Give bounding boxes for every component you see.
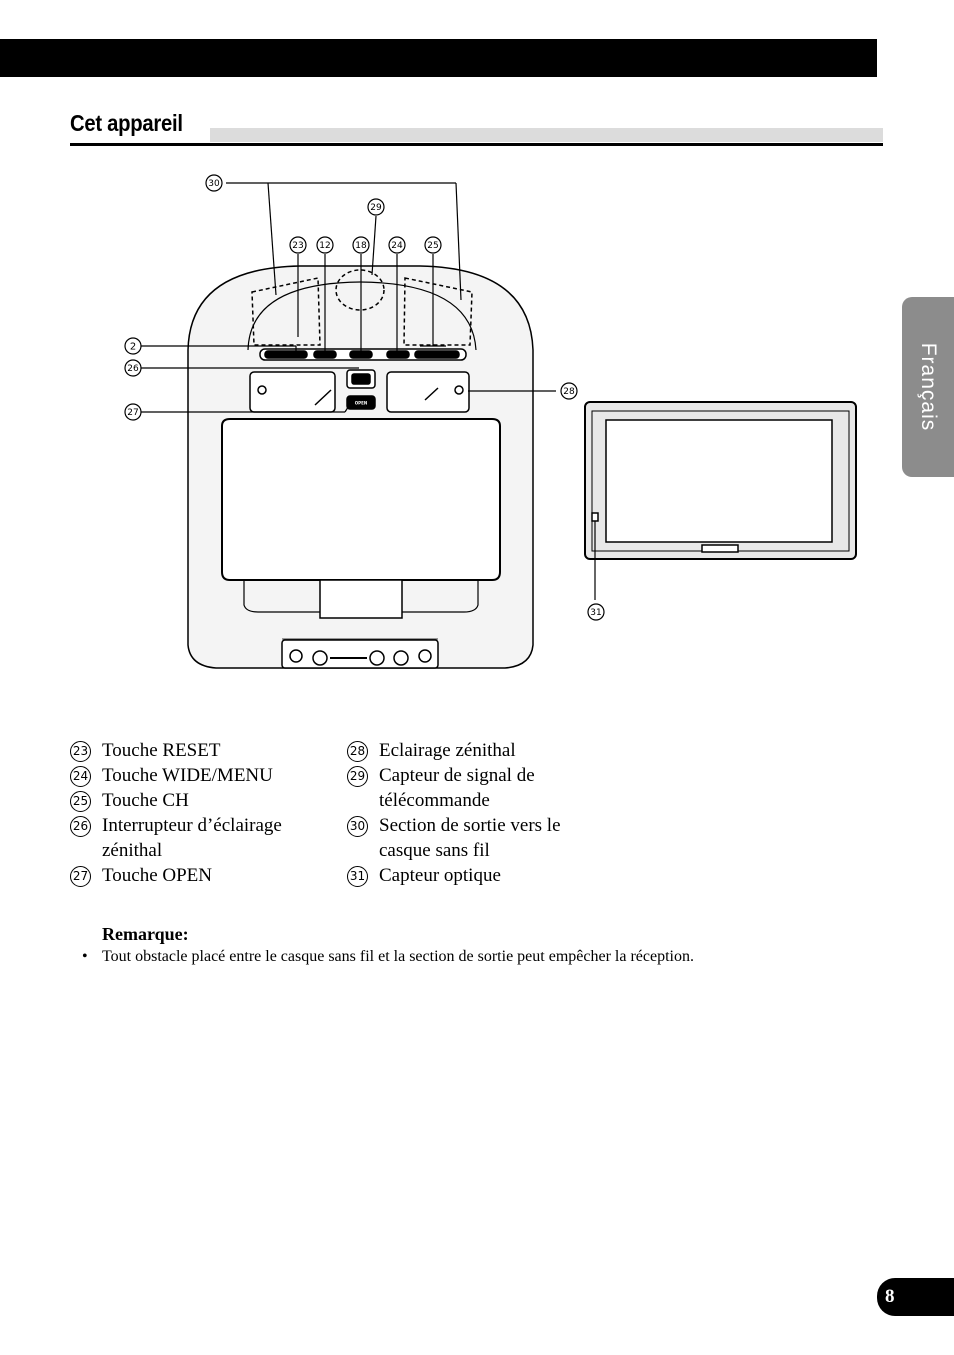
title-rule <box>70 143 883 146</box>
legend-text: Eclairage zénithal <box>379 740 516 761</box>
title-band <box>210 128 883 142</box>
note-text: Tout obstacle placé entre le casque sans fil et la section de sortie peut empêcher la réception. <box>102 948 694 965</box>
screen-closed <box>222 419 500 580</box>
device-diagram <box>0 160 954 700</box>
legend-number: 25 <box>70 791 91 812</box>
legend-number: 28 <box>347 741 368 762</box>
callout-18: 18 <box>355 241 367 251</box>
legend-text: Capteur de signal de télécommande <box>379 765 535 811</box>
section-title: Cet appareil <box>70 110 183 136</box>
legend-item-24 <box>70 763 340 788</box>
legend-number: 24 <box>70 766 91 787</box>
bullet-icon: • <box>82 948 88 965</box>
callout-27: 27 <box>127 408 139 418</box>
callout-24: 24 <box>391 241 403 251</box>
callout-2: 2 <box>129 341 137 353</box>
note-block <box>82 922 862 968</box>
legend-item-30 <box>347 813 607 863</box>
connector-panel <box>282 640 438 668</box>
note-title: Remarque: <box>102 924 189 944</box>
callout-30: 30 <box>208 179 220 189</box>
dome-light-left <box>250 372 335 412</box>
legend-number: 23 <box>70 741 91 762</box>
callout-29: 29 <box>370 203 382 213</box>
legend-text: Touche WIDE/MENU <box>102 765 273 786</box>
legend-right-column <box>347 738 607 888</box>
screen-open-display <box>606 420 832 542</box>
legend-item-27 <box>70 863 340 888</box>
page-number-tab <box>877 1278 954 1316</box>
legend-number: 27 <box>70 866 91 887</box>
legend-item-25 <box>70 788 340 813</box>
section-header <box>70 108 883 146</box>
legend-number: 29 <box>347 766 368 787</box>
legend-item-26 <box>70 813 340 863</box>
legend-text: Touche RESET <box>102 740 221 761</box>
callout-12: 12 <box>319 241 331 251</box>
page-number: 8 <box>885 1286 895 1307</box>
legend-text: Capteur optique <box>379 865 501 886</box>
callout-28: 28 <box>563 387 575 397</box>
legend-text: Touche CH <box>102 790 189 811</box>
dome-light-right <box>387 372 469 412</box>
legend-text: Touche OPEN <box>102 865 213 886</box>
legend-number: 30 <box>347 816 368 837</box>
legend-number: 31 <box>347 866 368 887</box>
callout-31: 31 <box>590 608 602 618</box>
callout-23: 23 <box>292 241 304 251</box>
header-bar <box>0 39 877 77</box>
legend-text: Section de sortie vers le casque sans fil <box>379 815 561 861</box>
legend-item-29 <box>347 763 607 813</box>
callout-25: 25 <box>427 241 439 251</box>
legend-left-column <box>70 738 340 888</box>
legend-item-23 <box>70 738 340 763</box>
legend-item-28 <box>347 738 607 763</box>
note-item <box>82 946 842 968</box>
callout-26: 26 <box>127 364 139 374</box>
language-label: Français <box>917 342 940 432</box>
legend-item-31 <box>347 863 607 888</box>
legend-text: Interrupteur d’éclairage zénithal <box>102 815 282 861</box>
legend-number: 26 <box>70 816 91 837</box>
open-button-label: OPEN <box>354 400 368 406</box>
